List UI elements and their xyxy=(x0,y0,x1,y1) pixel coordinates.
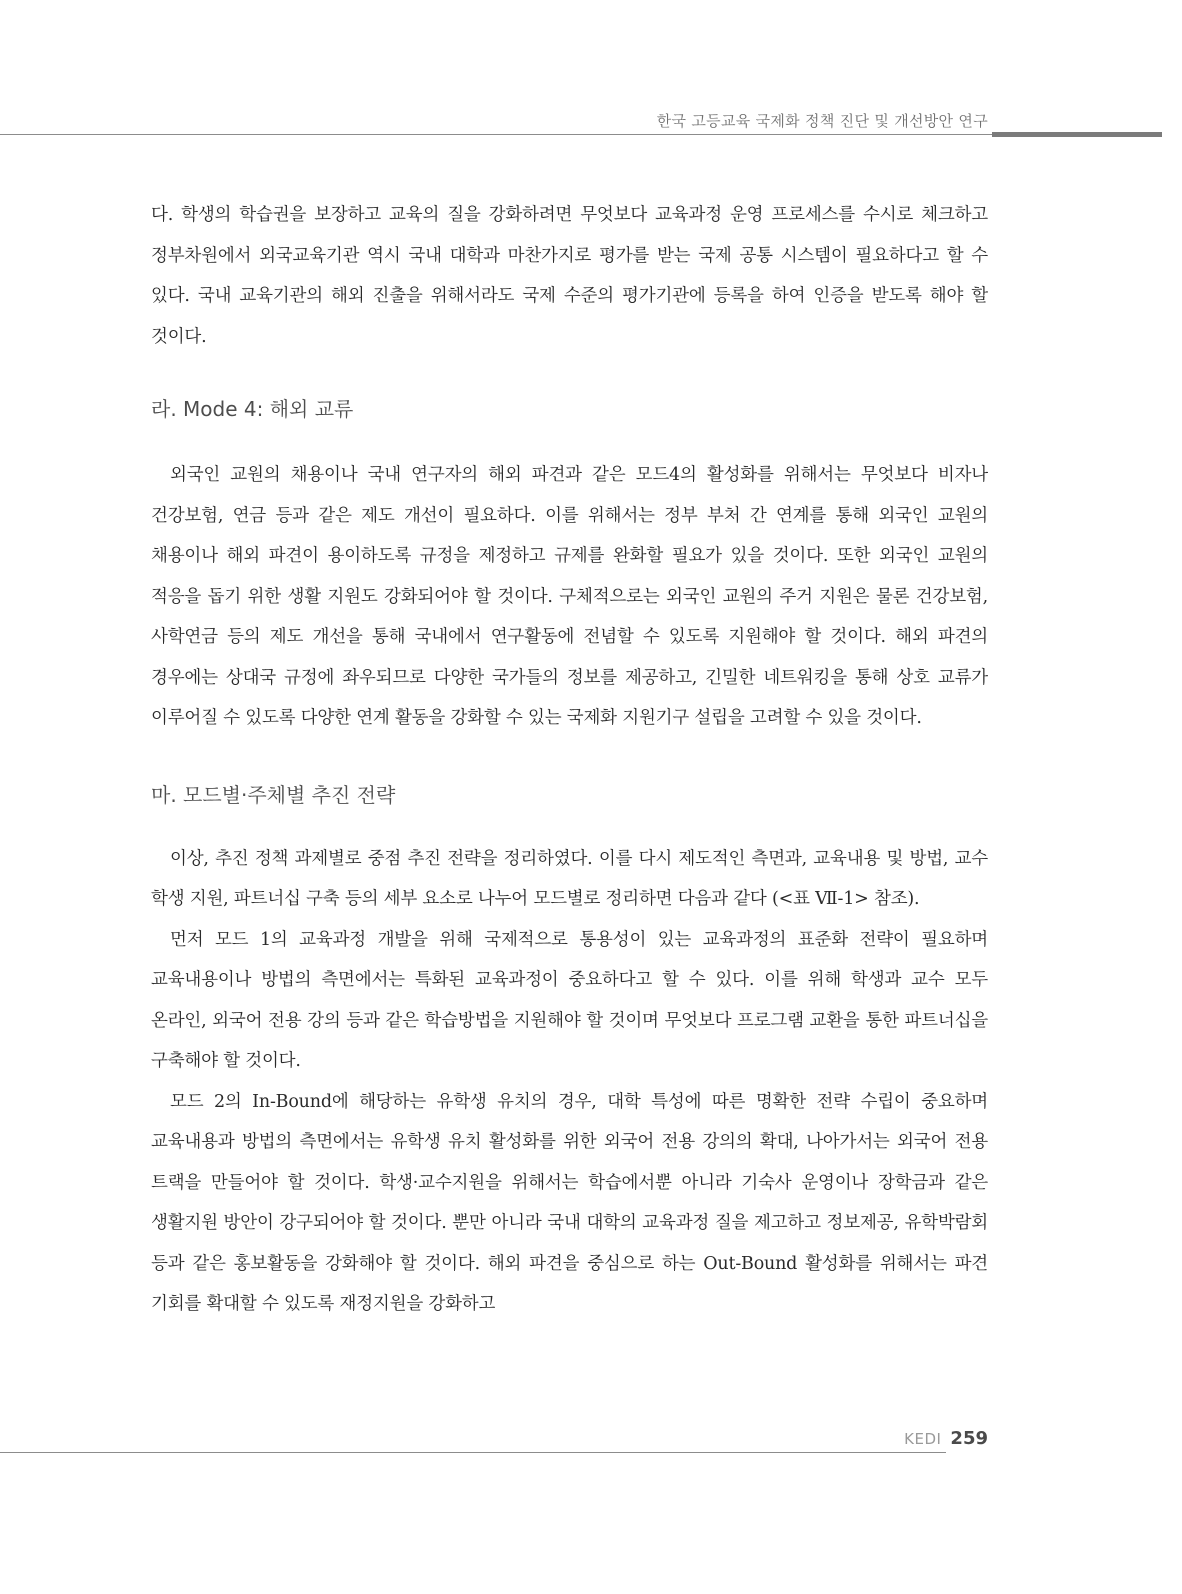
intro-paragraph: 다. 학생의 학습권을 보장하고 교육의 질을 강화하려면 무엇보다 교육과정 운영 프로세스를 수시로 체크하고 정부차원에서 외국교육기관 역시 국내 대학과 마찬가지로 평가를 받는 국제 공통 시스템이 필요하다고 할 수 있다. 국내 교육기관의 해외 진출을 위해서라도 국제 수준의 평가기관에 등록을 하여 인증을 받도록 해야 할 것이다. xyxy=(151,205,988,347)
section-ra-paragraph: 외국인 교원의 채용이나 국내 연구자의 해외 파견과 같은 모드4의 활성화를 위해서는 무엇보다 비자나 건강보험, 연금 등과 같은 제도 개선이 필요하다. 이를 위해서는 정부 부처 간 연계를 통해 외국인 교원의 채용이나 해외 파견이 용이하도록 규정을 제정하고 규제를 완화할 필요가 있을 것이다. 또한 외국인 교원의 적응을 돕기 위한 생활 지원도 강화되어야 할 것이다. 구체적으로는 외국인 교원의 주거 지원은 물론 건강보험, 사학연금 등의 제도 개선을 통해 국내에서 연구활동에 전념할 수 있도록 지원해야 할 것이다. 해외 파견의 경우에는 상대국 규정에 좌우되므로 다양한 국가들의 정보를 제공하고, 긴밀한 네트워킹을 통해 상호 교류가 이루어질 수 있도록 다양한 연계 활동을 강화할 수 있는 국제화 지원기구 설립을 고려할 수 있을 것이다. xyxy=(151,465,988,728)
section-ma-paragraph-2: 먼저 모드 1의 교육과정 개발을 위해 국제적으로 통용성이 있는 교육과정의 표준화 전략이 필요하며 교육내용이나 방법의 측면에서는 특화된 교육과정이 중요하다고 할 수 있다. 이를 위해 학생과 교수 모두 온라인, 외국어 전용 강의 등과 같은 학습방법을 지원해야 할 것이며 무엇보다 프로그램 교환을 통한 파트너십을 구축해야 할 것이다. xyxy=(151,929,988,1071)
section-ma-paragraph-3: 모드 2의 In-Bound에 해당하는 유학생 유치의 경우, 대학 특성에 따른 명확한 전략 수립이 중요하며 교육내용과 방법의 측면에서는 유학생 유치 활성화를 위한 외국어 전용 강의의 확대, 나아가서는 외국어 전용 트랙을 만들어야 할 것이다. 학생·교수지원을 위해서는 학습에서뿐 아니라 기숙사 운영이나 장학금과 같은 생활지원 방안이 강구되어야 할 것이다. 뿐만 아니라 국내 대학의 교육과정 질을 제고하고 정보제공, 유학박람회 등과 같은 홍보활동을 강화해야 할 것이다. 해외 파견을 중심으로 하는 Out-Bound 활성화를 위해서는 파견 기회를 확대할 수 있도록 재정지원을 강화하고 xyxy=(151,1091,988,1314)
page-body xyxy=(151,195,988,1325)
section-heading-ra: 라. Mode 4: 해외 교류 xyxy=(151,397,354,421)
section-ma-paragraph-1: 이상, 추진 정책 과제별로 중점 추진 전략을 정리하였다. 이를 다시 제도적인 측면과, 교육내용 및 방법, 교수 학생 지원, 파트너십 구축 등의 세부 요소로 나누어 모드별로 정리하면 다음과 같다 (<표 Ⅶ-1> 참조). xyxy=(151,848,988,909)
header-rule xyxy=(0,134,992,135)
page-number: 259 xyxy=(950,1428,988,1449)
running-header-title: 한국 고등교육 국제화 정책 진단 및 개선방안 연구 xyxy=(656,112,988,130)
footer-rule xyxy=(0,1452,946,1453)
publisher-label: KEDI xyxy=(904,1430,942,1448)
section-heading-ma: 마. 모드별·주체별 추진 전략 xyxy=(151,782,396,807)
page-footer xyxy=(904,1428,988,1449)
header-rule-accent xyxy=(992,132,1162,137)
